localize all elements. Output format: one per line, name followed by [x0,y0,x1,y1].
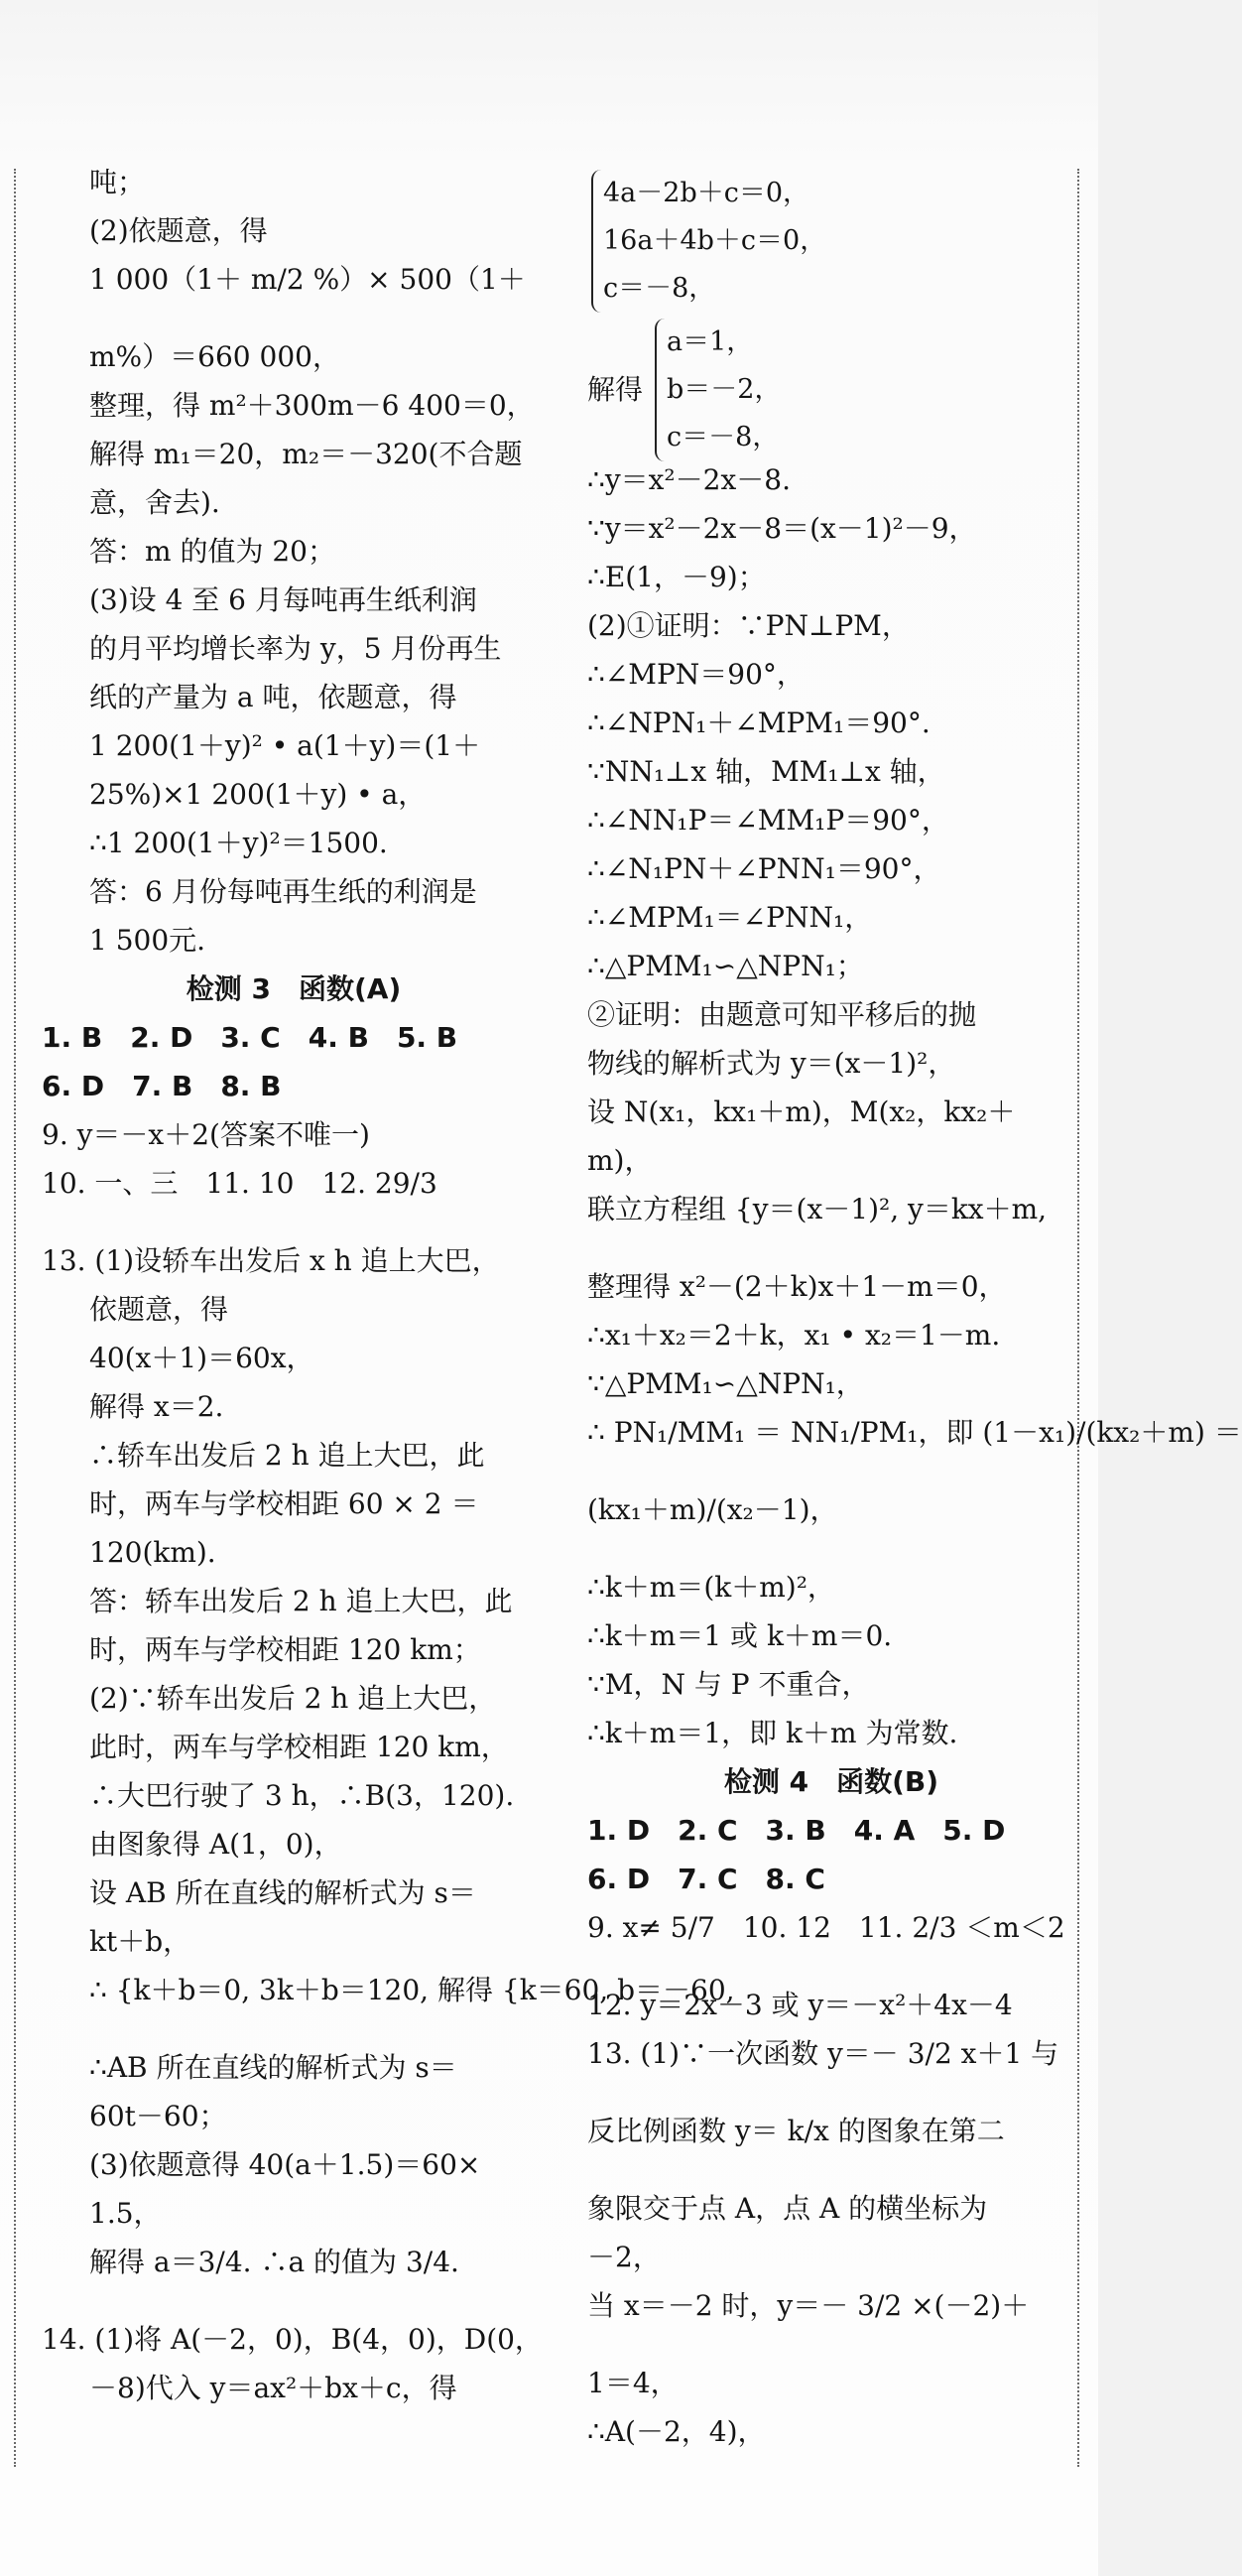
right-line: ∴x₁＋x₂＝2＋k，x₁ • x₂＝1－m. [587,1319,1001,1352]
right-line: 整理得 x²－(2＋k)x＋1－m＝0， [587,1270,1007,1303]
left-line: 纸的产量为 a 吨，依题意，得 [89,681,457,713]
left-line: 答：m 的值为 20； [89,535,335,568]
right-line: 联立方程组 {y＝(x－1)², y＝kx＋m, [587,1193,1048,1225]
right-line: ∴E(1，－9)； [587,561,766,593]
left-line: 60t－60； [89,2100,227,2132]
left-line: 设 AB 所在直线的解析式为 s＝ [89,1876,476,1909]
right-line: ∵y＝x²－2x－8＝(x－1)²－9， [587,512,977,545]
system-equation: 16a＋4b＋c＝0， [603,225,827,256]
right-line: 9. x≠ 5/7 10. 12 11. 2/3 ＜m＜2 [587,1911,1065,1944]
right-line: (kx₁＋m)/(x₂－1)， [587,1493,838,1526]
left-line: 的月平均增长率为 y，5 月份再生 [89,632,502,665]
right-line: 检测 4 函数(B) [723,1765,939,1798]
system-equation: c＝－8， [667,422,780,452]
left-line: 25%)×1 200(1＋y) • a， [89,778,427,811]
left-line: m%）＝660 000， [89,340,340,373]
left-line: 1 200(1＋y)² • a(1＋y)＝(1＋ [89,729,481,762]
right-line: ∵M，N 与 P 不重合， [587,1668,870,1701]
left-line: 检测 3 函数(A) [186,972,402,1005]
left-line: 时，两车与学校相距 120 km； [89,1633,481,1666]
left-line: 1.5， [89,2197,162,2230]
left-line: 1 000（1＋ m/2 %）× 500（1＋ [89,263,526,296]
right-line: ∴∠MPM₁＝∠PNN₁， [587,901,873,934]
left-line: 吨； [89,166,146,198]
brace-system [655,319,781,461]
right-line: 6. D 7. C 8. C [587,1863,825,1895]
left-line: 答：6 月份每吨再生纸的利润是 [89,875,477,908]
right-line: 当 x＝－2 时，y＝－ 3/2 ×(－2)＋ [587,2289,1030,2322]
left-line: 答：轿车出发后 2 h 追上大巴，此 [89,1585,513,1617]
left-line: 由图象得 A(1，0)， [89,1828,342,1861]
left-line: 解得 m₁＝20，m₂＝－320(不合题 [89,438,523,470]
system-equation: b＝－2， [667,374,782,405]
equation-system-2 [587,316,1075,464]
left-line: ∴ {k＋b＝0, 3k＋b＝120, 解得 {k＝60, b＝－60, [89,1974,735,2006]
right-line: ∵NN₁⊥x 轴，MM₁⊥x 轴， [587,755,945,788]
right-line: 物线的解析式为 y＝(x－1)²， [587,1047,956,1080]
left-line: 40(x＋1)＝60x， [89,1342,314,1374]
left-line: kt＋b， [89,1925,191,1958]
left-line: (3)依题意得 40(a＋1.5)＝60× [89,2148,481,2181]
left-line: 1 500元. [89,924,206,957]
system-equation: a＝1， [667,326,754,357]
right-line: 1＝4， [587,2367,679,2399]
left-line: ∴AB 所在直线的解析式为 s＝ [89,2051,457,2084]
right-line: ∴∠N₁PN＋∠PNN₁＝90°， [587,852,941,885]
right-line: ∴∠NPN₁＋∠MPM₁＝90°. [587,707,931,739]
left-line: ∴大巴行驶了 3 h，∴B(3，120). [89,1779,515,1812]
left-line: 10. 一、三 11. 10 12. 29/3 [42,1167,437,1200]
system-equation: 4a－2b＋c＝0， [603,178,810,208]
brace-system [591,170,826,313]
right-line: ∴y＝x²－2x－8. [587,463,791,496]
right-line: ∴△PMM₁∽△NPN₁； [587,950,864,982]
left-line: 13. (1)设轿车出发后 x h 追上大巴， [42,1244,500,1277]
left-line: 意，舍去). [89,486,220,519]
left-margin-dotted-line [14,169,16,2467]
left-line: 解得 a＝3/4. ∴a 的值为 3/4. [89,2246,459,2278]
system-equation: c＝－8， [603,273,716,304]
right-line: ∴k＋m＝(k＋m)²， [587,1571,835,1604]
solve-label: 解得 [587,373,644,406]
right-margin-dotted-line [1077,169,1079,2467]
left-line: (2)依题意，得 [89,214,268,247]
left-line: 9. y＝－x＋2(答案不唯一) [42,1118,370,1151]
right-line: ∴k＋m＝1，即 k＋m 为常数. [587,1717,958,1749]
right-line: ∴A(－2，4)， [587,2415,766,2448]
right-line: 1. D 2. C 3. B 4. A 5. D [587,1814,1006,1847]
left-line: 1. B 2. D 3. C 4. B 5. B [42,1021,458,1054]
right-line: ∴ PN₁/MM₁ ＝ NN₁/PM₁，即 (1－x₁)/(kx₂＋m) ＝ [587,1416,1242,1449]
right-line: 12. y＝2x－3 或 y＝－x²＋4x－4 [587,1989,1013,2021]
right-line: ∴∠MPN＝90°， [587,658,805,691]
left-line: (2)∵轿车出发后 2 h 追上大巴， [89,1682,497,1715]
left-line: 解得 x＝2. [89,1390,224,1423]
left-line: 14. (1)将 A(－2，0)，B(4，0)，D(0， [42,2323,543,2356]
equation-system-1 [587,167,1075,316]
right-lines [587,463,1242,2465]
left-line: ∴轿车出发后 2 h 追上大巴，此 [89,1439,485,1472]
left-line: －8)代入 y＝ax²＋bx＋c，得 [89,2372,457,2404]
right-line: m)， [587,1144,653,1177]
left-line: 此时，两车与学校相距 120 km， [89,1731,509,1763]
left-line: 时，两车与学校相距 60 × 2 ＝ [89,1487,479,1520]
right-line: (2)①证明：∵PN⊥PM， [587,609,910,642]
left-line: 6. D 7. B 8. B [42,1070,282,1102]
right-line: ∴∠NN₁P＝∠MM₁P＝90°， [587,804,949,837]
right-line: 13. (1)∵一次函数 y＝－ 3/2 x＋1 与 [587,2037,1059,2070]
left-line: 120(km). [89,1536,216,1569]
left-line: 整理，得 m²＋300m－6 400＝0， [89,389,535,422]
right-line: 设 N(x₁，kx₁＋m)，M(x₂，kx₂＋ [587,1095,1016,1128]
left-line: 依题意，得 [89,1293,229,1326]
right-line: 象限交于点 A，点 A 的横坐标为 [587,2192,988,2225]
right-line: 反比例函数 y＝ k/x 的图象在第二 [587,2115,1005,2147]
right-line: ∵△PMM₁∽△NPN₁， [587,1367,864,1400]
left-line: ∴1 200(1＋y)²＝1500. [89,827,388,859]
right-line: ∴k＋m＝1 或 k＋m＝0. [587,1619,893,1652]
left-line: (3)设 4 至 6 月每吨再生纸利润 [89,583,477,616]
right-line: ②证明：由题意可知平移后的抛 [587,998,977,1031]
right-column [587,167,1242,2465]
right-line: －2， [587,2241,661,2273]
